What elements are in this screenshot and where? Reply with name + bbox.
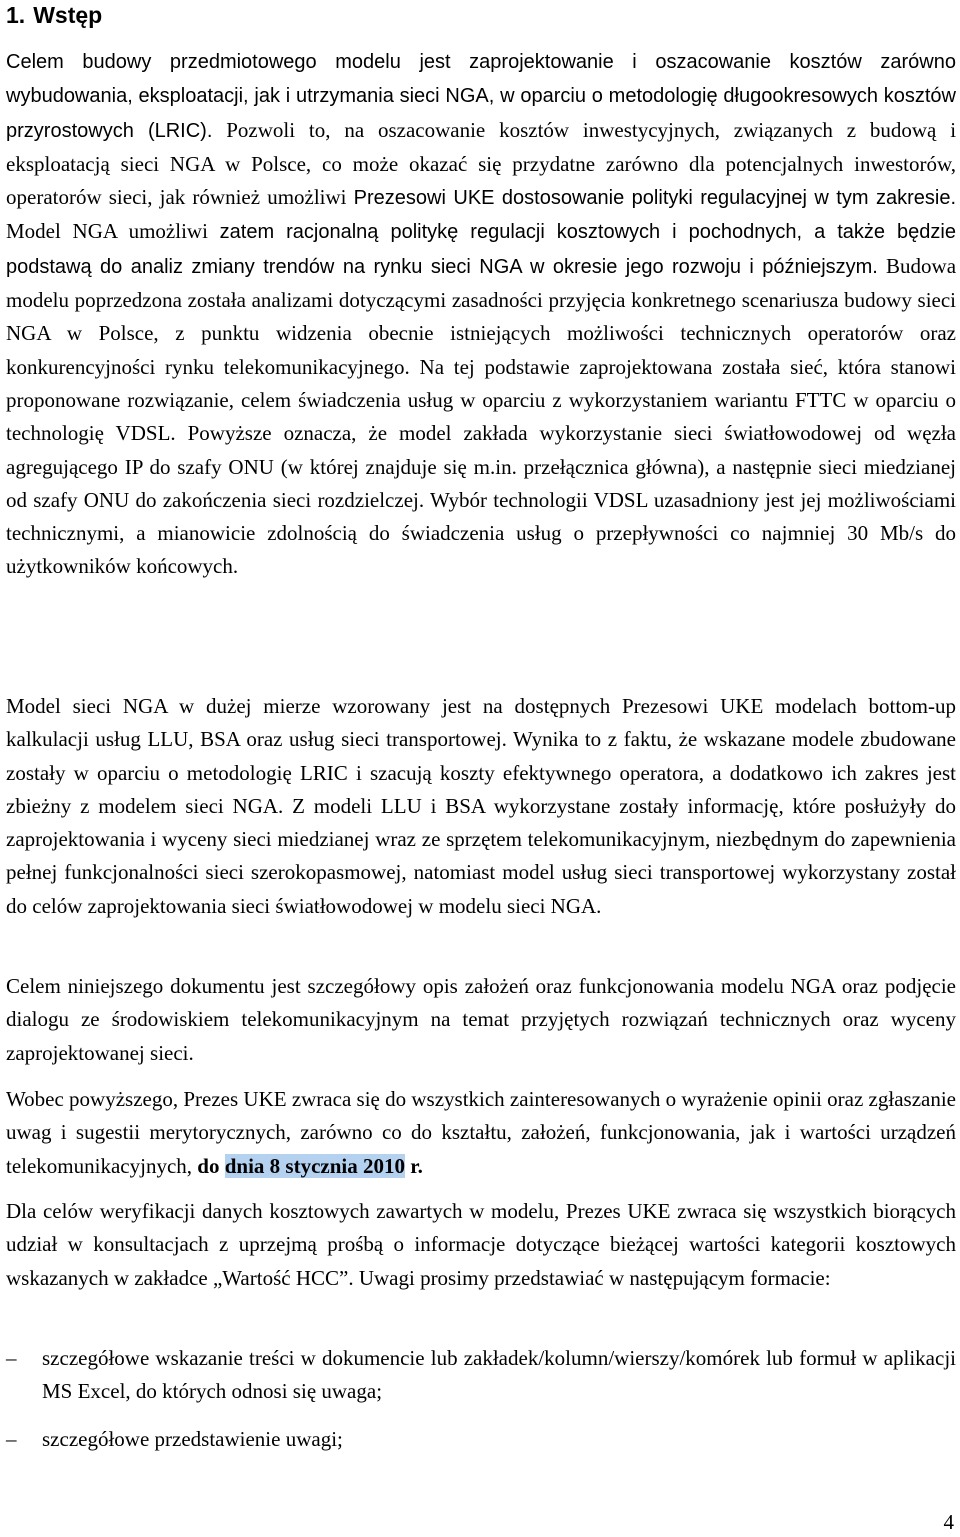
deadline-suffix: r. [410,1153,423,1178]
paragraph-verification: Dla celów weryfikacji danych kosztowych zawartych w modelu, Prezes UKE zwraca się wszystkich biorących udział w konsultacjach z uprzejmą prośbą o informacje dotyczące bieżącej wartości kategorii kosztowych wskazanych w zakładce „Wartość HCC”. Uwagi prosimy przedstawiać w następującym formacie: [6,1199,956,1290]
deadline-prefix: do [197,1153,220,1178]
intro-text-5: zatem racjonalną politykę regulacji kosztowych i pochodnych, a także będzie podstawą do analiz zmiany trendów na rynku sieci NGA w okresie jego rozwoju i późniejszym. [6,221,956,278]
section-number: 1. [6,2,26,28]
consultation-text: Wobec powyższego, Prezes UKE zwraca się do wszystkich zainteresowanych o wyrażenie opinii oraz zgłaszanie uwag i sugestii merytorycznych, zarówno co do kształtu, założeń, funkcjonowania, jak i wartości urządzeń telekomunikacyjnych, [6,1087,956,1178]
list-item [6,1342,956,1409]
deadline-bold [197,1154,423,1178]
section-title: Wstęp [33,2,103,28]
list-item-text: szczegółowe przedstawienie uwagi; [42,1426,343,1451]
list-item-text: szczegółowe wskazanie treści w dokumencie lub zakładek/kolumn/wierszy/komórek lub formuł w aplikacji MS Excel, do których odnosi się uwaga; [42,1346,956,1404]
intro-text-2: Pozwoli to, na oszacowanie kosztów inwestycyjnych, związanych z budową i eksploatacją sieci NGA w Polsce, co może okazać się przydatne zarówno dla potencjalnych inwestorów, operatorów sieci, jak również umożliwi [6,117,957,210]
list-dash: – [6,1426,17,1451]
remarks-format-list [6,1342,956,1456]
intro-text-1: Celem budowy przedmiotowego modelu jest zaprojektowanie i oszacowanie kosztów zarówno wybudowania, eksploatacji, jak i utrzymania sieci NGA, w oparciu o metodologię długookresowych kosztów przyrostowych (LRIC). [6,51,956,142]
intro-text-6: Budowa modelu poprzedzona została analizami dotyczącymi zasadności przyjęcia konkretnego scenariusza budowy sieci NGA w Polsce, z punktu widzenia obecnie istniejących możliwości technicznych operatorów oraz konkurencyjności rynku telekomunikacyjnego. Na tej podstawie zaprojektowana została sieć, która stanowi proponowane rozwiązanie, celem świadczenia usług w oparciu z wykorzystaniem wariantu FTTC w oparciu o technologię VDSL. Powyższe oznacza, że model zakłada wykorzystanie sieci światłowodowej od węzła agregującego IP do szafy ONU (w której znajduje się m.in. przełącznica główna), a następnie sieci miedzianej od szafy ONU do zakończenia sieci rozdzielczej. Wybór technologii VDSL uzasadniony jest jej możliwościami technicznymi, a mianowicie zdolnością do świadczenia usług o przepływności co najmniej 30 Mb/s do użytkowników końcowych. [6,253,957,579]
deadline-date-highlight: dnia 8 stycznia 2010 [224,1153,405,1178]
intro-text-3: Prezesowi UKE dostosowanie polityki regulacyjnej w tym zakresie. [353,187,957,210]
paragraph-document-purpose: Celem niniejszego dokumentu jest szczegółowy opis założeń oraz funkcjonowania modelu NGA oraz podjęcie dialogu ze środowiskiem telekomunikacyjnym na temat przyjętych rozwiązań technicznych oraz wyceny zaprojektowanej sieci. [6,974,956,1065]
list-dash: – [6,1346,17,1370]
paragraph-intro [6,45,956,584]
paragraph-consultation-deadline [6,1083,956,1183]
list-item [6,1423,956,1456]
page-number: 4 [943,1510,954,1534]
paragraph-model-basis: Model sieci NGA w dużej mierze wzorowany jest na dostępnych Prezesowi UKE modelach bottom-up kalkulacji usług LLU, BSA oraz usług sieci transportowej. Wynika to z faktu, że wskazane modele zbudowane zostały w oparciu o metodologię LRIC i szacują koszty efektywnego operatora, a dodatkowo ich zakres jest zbieżny z modelem sieci NGA. Z modeli LLU i BSA wykorzystane zostały informację, które posłużyły do zaprojektowania i wyceny sieci miedzianej wraz ze sprzętem telekomunikacyjnym, niezbędnym do zapewnienia pełnej funkcjonalności sieci szerokopasmowej, natomiast model usług sieci transportowej wykorzystany został do celów zaprojektowania sieci światłowodowej w modelu sieci NGA. [6,694,956,918]
section-heading [6,0,102,30]
intro-text-4: Model NGA umożliwi [6,219,208,244]
